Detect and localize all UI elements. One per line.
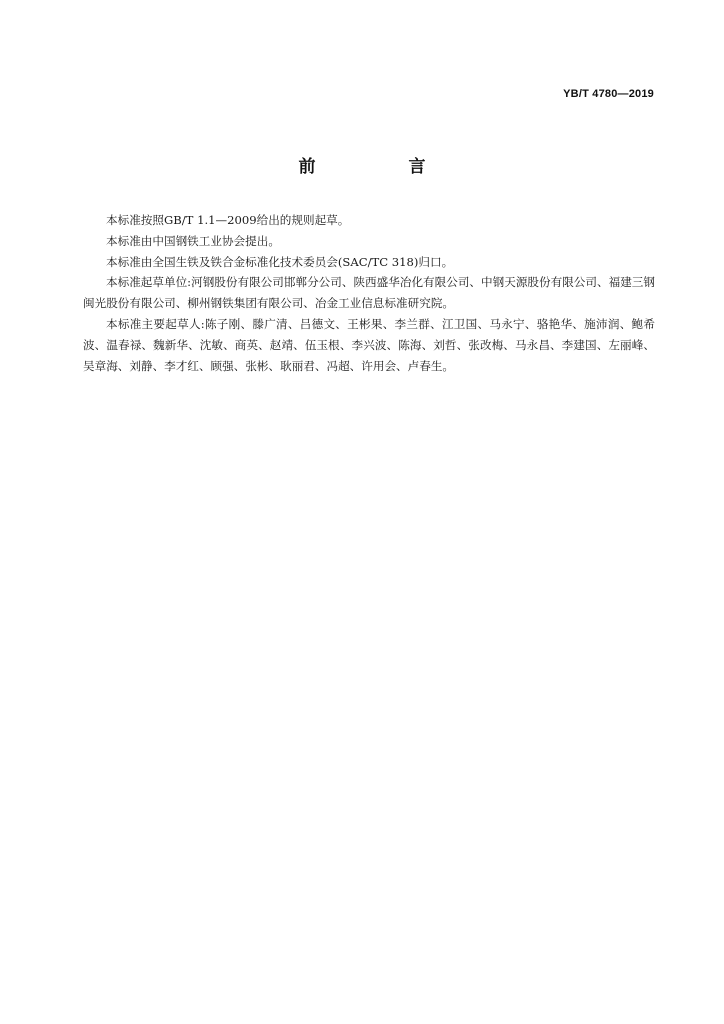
paragraph-drafting-units: 本标准起草单位:河钢股份有限公司邯郸分公司、陕西盛华冶化有限公司、中钢天源股份有限公司、福建三钢闽光股份有限公司、柳州钢铁集团有限公司、冶金工业信息标准研究院。: [83, 275, 655, 311]
paragraph-proposer: 本标准由中国钢铁工业协会提出。: [106, 233, 280, 248]
standard-number: YB/T 4780—2019: [563, 88, 654, 100]
page-title: 前 言: [298, 157, 464, 177]
paragraph-technical-committee: 本标准由全国生铁及铁合金标准化技术委员会(SAC/TC 318)归口。: [106, 254, 454, 269]
foreword-body: [83, 210, 655, 376]
paragraph-main-drafters: 本标准主要起草人:陈子刚、滕广清、吕德文、王彬果、李兰群、江卫国、马永宁、骆艳华、施沛润、鲍希波、温春禄、魏新华、沈敏、商英、赵靖、伍玉根、李兴波、陈海、刘哲、张改梅、马永昌、李建国、左丽峰、吴章海、刘静、李才红、顾强、张彬、耿丽君、冯超、许用会、卢春生。: [83, 316, 655, 373]
paragraph-drafting-rules: 本标准按照GB/T 1.1—2009给出的规则起草。: [106, 213, 350, 227]
